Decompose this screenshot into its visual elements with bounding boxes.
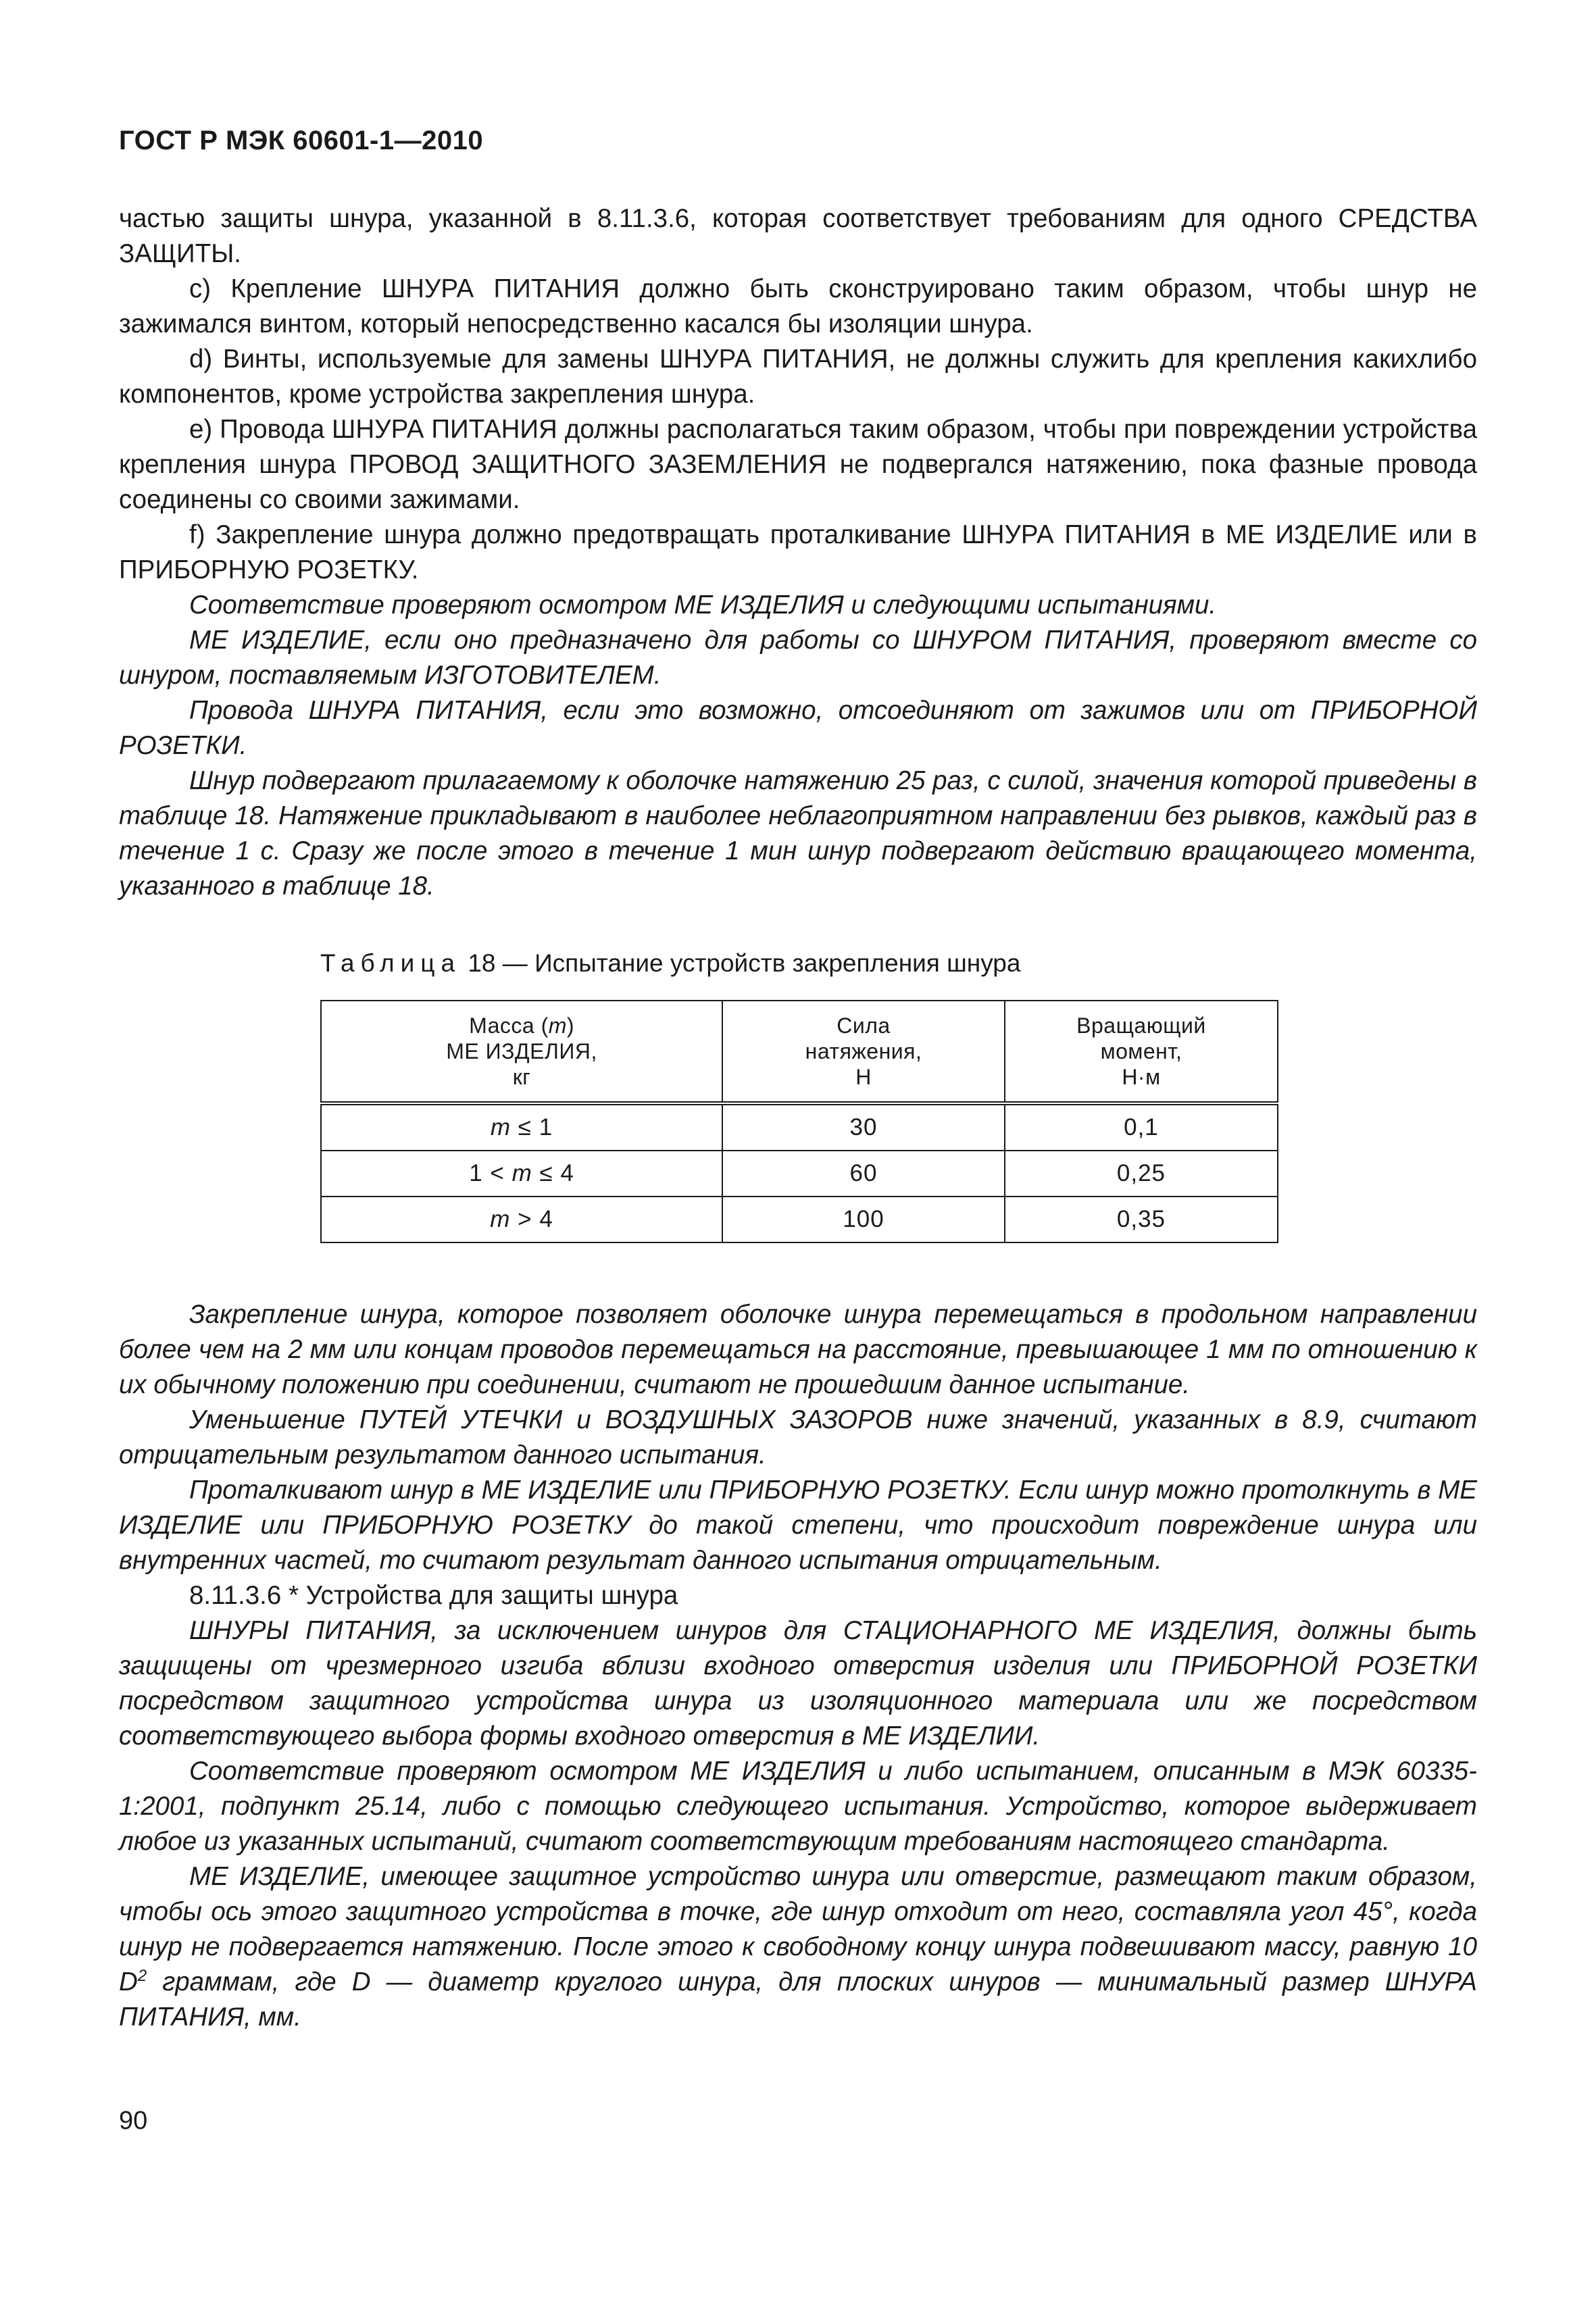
paragraph: Уменьшение ПУТЕЙ УТЕЧКИ и ВОЗДУШНЫХ ЗАЗОРОВ ниже значений, указанных в 8.9, считают отрицательным результатом данного испытания. <box>119 1405 1477 1469</box>
paragraph: Шнур подвергают прилагаемому к оболочке натяжению 25 раз, с силой, значения которой приведены в таблице 18. Натяжение прикладывают в наиболее неблагоприятном направлении без рывков, каждый раз в течение 1 с. Сразу же после этого в течение 1 мин шнур подвергают действию вращающего момента, указанного в таблице 18. <box>119 766 1477 901</box>
cell-mass <box>321 1151 722 1197</box>
cell-mass-suffix: ≤ 1 <box>511 1114 553 1140</box>
paragraph-last <box>119 1859 1477 2035</box>
body-text-bottom <box>119 1297 1477 2035</box>
header-torque <box>1005 1001 1278 1103</box>
cell-mass-var: m <box>512 1160 532 1186</box>
paragraph: МЕ ИЗДЕЛИЕ, если оно предназначено для работы со ШНУРОМ ПИТАНИЯ, проверяют вместе со шнуром, поставляемым ИЗГОТОВИТЕЛЕМ. <box>119 626 1477 690</box>
header-force <box>722 1001 1005 1103</box>
paragraph: e) Провода ШНУРА ПИТАНИЯ должны располагаться таким образом, чтобы при повреждении устройства крепления шнура ПРОВОД ЗАЩИТНОГО ЗАЗЕМЛЕНИЯ не подвергался натяжению, пока фазные провода соединены со своими зажимами. <box>119 415 1477 514</box>
cell-mass <box>321 1103 722 1151</box>
cell-force: 30 <box>722 1103 1005 1151</box>
paragraph: Соответствие проверяют осмотром МЕ ИЗДЕЛИЯ и либо испытанием, описанным в МЭК 60335-1:2001, подпункт 25.14, либо с помощью следующего испытания. Устройство, которое выдерживает любое из указанных испытаний, считают соответствующим требованиям настоящего стандарта. <box>119 1757 1477 1856</box>
table-caption-title: 18 — Испытание устройств закрепления шнура <box>468 949 1021 977</box>
header-mass-close: ) <box>566 1013 575 1038</box>
header-force-unit: Н <box>855 1065 872 1089</box>
table-row <box>321 1197 1278 1242</box>
table-row <box>321 1151 1278 1197</box>
table-caption-word: Таблица <box>320 949 462 977</box>
table-18 <box>320 1000 1278 1243</box>
paragraph: d) Винты, используемые для замены ШНУРА ПИТАНИЯ, не должны служить для крепления какихлибо компонентов, кроме устройства закрепления шнура. <box>119 345 1477 409</box>
cell-torque: 0,35 <box>1005 1197 1278 1242</box>
table-header-row <box>321 1001 1278 1103</box>
table-caption <box>320 949 1020 978</box>
table-row <box>321 1103 1278 1151</box>
header-mass <box>321 1001 722 1103</box>
paragraph: c) Крепление ШНУРА ПИТАНИЯ должно быть сконструировано таким образом, чтобы шнур не зажимался винтом, который непосредственно касался бы изоляции шнура. <box>119 274 1477 338</box>
header-mass-line2: МЕ ИЗДЕЛИЯ, <box>446 1039 597 1063</box>
body-text-top <box>119 201 1477 904</box>
cell-torque: 0,1 <box>1005 1103 1278 1151</box>
paragraph: ШНУРЫ ПИТАНИЯ, за исключением шнуров для СТАЦИОНАРНОГО МЕ ИЗДЕЛИЯ, должны быть защищены от чрезмерного изгиба вблизи входного отверстия изделия или ПРИБОРНОЙ РОЗЕТКИ посредством защитного устройства шнура из изоляционного материала или же посредством соответствующего выбора формы входного отверстия в МЕ ИЗДЕЛИИ. <box>119 1616 1477 1751</box>
cell-torque: 0,25 <box>1005 1151 1278 1197</box>
header-torque-unit: Н·м <box>1122 1065 1161 1089</box>
paragraph: Закрепление шнура, которое позволяет оболочке шнура перемещаться в продольном направлении более чем на 2 мм или концам проводов перемещаться на расстояние, превышающее 1 мм по отношению к их обычному положению при соединении, считают не прошедшим данное испытание. <box>119 1300 1477 1399</box>
last-paragraph-part1: МЕ ИЗДЕЛИЕ, имеющее защитное устройство шнура или отверстие, размещают таким образом, чтобы ось этого защитного устройства в точке, где шнур отходит от него, составляла угол 45°, когда шнур не подвергается натяжению. После этого к свободному концу шнура подвешивают массу, равную 10 <box>119 1862 1477 1961</box>
cell-mass-var: m <box>490 1114 512 1140</box>
header-torque-line1: Вращающий <box>1076 1013 1206 1038</box>
header-force-line1: Сила <box>837 1013 891 1038</box>
page-number: 90 <box>119 2107 148 2135</box>
header-force-line2: натяжения, <box>805 1039 922 1063</box>
cell-mass <box>321 1197 722 1242</box>
cell-mass-var: m <box>490 1206 511 1232</box>
paragraph: частью защиты шнура, указанной в 8.11.3.6, которая соответствует требованиям для одного СРЕДСТВА ЗАЩИТЫ. <box>119 204 1477 268</box>
paragraph: Соответствие проверяют осмотром МЕ ИЗДЕЛИЯ и следующими испытаниями. <box>189 590 1217 620</box>
paragraph: Провода ШНУРА ПИТАНИЯ, если это возможно, отсоединяют от зажимов или от ПРИБОРНОЙ РОЗЕТКИ. <box>119 696 1477 760</box>
cell-force: 60 <box>722 1151 1005 1197</box>
cell-force: 100 <box>722 1197 1005 1242</box>
header-mass-unit: кг <box>512 1065 531 1089</box>
document-header: ГОСТ Р МЭК 60601-1—2010 <box>119 126 484 155</box>
paragraph: Проталкивают шнур в МЕ ИЗДЕЛИЕ или ПРИБОРНУЮ РОЗЕТКУ. Если шнур можно протолкнуть в МЕ ИЗДЕЛИЕ или ПРИБОРНУЮ РОЗЕТКУ до такой степени, что происходит повреждение шнура или внутренних частей, то считают результат данного испытания отрицательным. <box>119 1476 1477 1575</box>
paragraph: f) Закрепление шнура должно предотвращать проталкивание ШНУРА ПИТАНИЯ в МЕ ИЗДЕЛИЕ или в ПРИБОРНУЮ РОЗЕТКУ. <box>119 520 1477 584</box>
header-mass-label: Масса ( <box>469 1013 549 1038</box>
cell-mass-suffix: > 4 <box>510 1206 553 1232</box>
section-heading: 8.11.3.6 * Устройства для защиты шнура <box>189 1581 678 1610</box>
cell-mass-suffix: ≤ 4 <box>532 1160 574 1186</box>
last-paragraph-part2: граммам, где D — диаметр круглого шнура, для плоских шнуров — минимальный размер ШНУРА ПИТАНИЯ, мм. <box>119 1967 1477 2032</box>
header-mass-var: m <box>548 1013 567 1038</box>
last-paragraph-var: D <box>119 1967 138 1996</box>
last-paragraph-sup: 2 <box>137 1967 147 1986</box>
cell-mass-prefix: 1 < <box>469 1160 512 1186</box>
header-torque-line2: момент, <box>1100 1039 1182 1063</box>
